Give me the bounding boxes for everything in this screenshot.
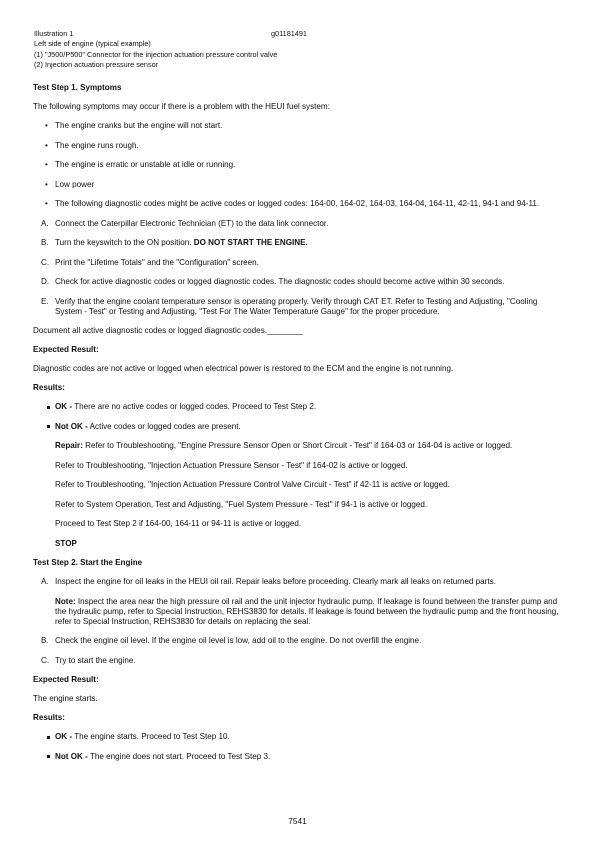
caption-callout: (2) Injection actuation pressure sensor: [34, 60, 159, 70]
expected-heading: Expected Result:: [33, 675, 99, 684]
step-text: Check the engine oil level. If the engine oil level is low, add oil to the engine. Do not overfill the engine.: [55, 636, 422, 645]
expected-heading: Expected Result:: [33, 345, 99, 354]
illustration-id: g01181491: [271, 29, 307, 38]
list-item: • The engine cranks but the engine will not start.: [33, 121, 563, 131]
result-not-ok: [33, 752, 563, 762]
results-list: [33, 402, 563, 549]
results-list: [33, 732, 563, 762]
step-text: Print the "Lifetime Totals" and the "Configuration" screen.: [55, 257, 259, 267]
not-ok-label: Not OK -: [55, 751, 88, 761]
step2-procedure: [33, 577, 563, 666]
result-ok: [33, 732, 563, 742]
procedure-step: [33, 277, 563, 287]
caption-callout: (1) "J500/P500" Connector for the injection actuation pressure control valve: [34, 49, 278, 59]
ok-label: OK -: [55, 732, 73, 741]
reference-line: Refer to Troubleshooting, "Injection Actuation Pressure Control Valve Circuit - Test" if 42-11 is active or logged.: [55, 480, 450, 489]
step1-procedure: [33, 219, 563, 317]
expected-text: The engine starts.: [33, 694, 98, 703]
step1-intro: The following symptoms may occur if there is a problem with the HEUI fuel system:: [33, 102, 330, 111]
result-not-ok: [33, 422, 563, 549]
not-ok-text: The engine does not start. Proceed to Test Step 3.: [87, 751, 271, 761]
step-marker: B.: [41, 238, 49, 247]
procedure-step: [33, 636, 563, 646]
expected-text: Diagnostic codes are not active or logged when electrical power is restored to the ECM and the engine is not running.: [33, 364, 454, 373]
repair-text: Refer to Troubleshooting, "Engine Pressure Sensor Open or Short Circuit - Test" if 164-03 or 164-04 is active or logged.: [82, 441, 513, 450]
not-ok-label: Not OK -: [55, 421, 88, 431]
repair-label: Repair:: [55, 441, 83, 450]
warning-text: DO NOT START THE ENGINE.: [193, 238, 308, 247]
ok-label: OK -: [55, 402, 73, 411]
reference-line: Refer to System Operation, Test and Adjusting, "Fuel System Pressure - Test" if 94-1 is active or logged.: [55, 499, 428, 509]
reference-line: Proceed to Test Step 2 if 164-00, 164-11 or 94-11 is active or logged.: [55, 519, 302, 528]
page-number: 7541: [288, 816, 307, 826]
procedure-step: [33, 656, 563, 666]
caption-description: Left side of engine (typical example): [34, 39, 151, 49]
step-marker: C.: [41, 257, 50, 267]
main-content: [33, 83, 563, 771]
document-line: Document all active diagnostic codes or logged diagnostic codes.________: [33, 326, 303, 335]
step-marker: E.: [41, 296, 49, 306]
step-text: Inspect the engine for oil leaks in the HEUI oil rail. Repair leaks before proceeding. Clearly mark all leaks on returned parts.: [55, 577, 496, 586]
step-text: Connect the Caterpillar Electronic Technician (ET) to the data link connector.: [55, 218, 329, 228]
stop-text: STOP: [55, 538, 77, 548]
figure-caption: [34, 29, 554, 71]
procedure-step: [33, 577, 563, 627]
list-item: • The following diagnostic codes might be active codes or logged codes: 164-00, 164-02, 164-03, 164-04, 164-11, 42-11, 94-1 and 94-11.: [33, 199, 563, 209]
list-item: • The engine is erratic or unstable at idle or running.: [33, 160, 563, 170]
reference-line: Refer to Troubleshooting, "Injection Actuation Pressure Sensor - Test" if 164-02 is active or logged.: [55, 460, 408, 470]
step-marker: C.: [41, 655, 50, 665]
step-text: Turn the keyswitch to the ON position.: [55, 238, 194, 247]
step-marker: A.: [41, 218, 49, 228]
ok-text: The engine starts. Proceed to Test Step 10.: [72, 732, 230, 741]
not-ok-text: Active codes or logged codes are present.: [87, 421, 241, 431]
procedure-step: [33, 297, 563, 317]
procedure-step: [33, 238, 563, 248]
step-text: Try to start the engine.: [55, 655, 136, 665]
result-ok: [33, 402, 563, 412]
ok-text: There are no active codes or logged codes. Proceed to Test Step 2.: [72, 402, 317, 411]
results-heading: Results:: [33, 713, 65, 722]
results-heading: Results:: [33, 383, 65, 392]
step-text: Check for active diagnostic codes or logged diagnostic codes. The diagnostic codes should become active within 30 seconds.: [55, 277, 505, 286]
symptom-list: [33, 121, 563, 209]
step-marker: B.: [41, 636, 49, 645]
step2-heading: Test Step 2. Start the Engine: [33, 558, 143, 567]
procedure-step: [33, 258, 563, 268]
step-marker: D.: [41, 277, 50, 286]
step1-heading: Test Step 1. Symptoms: [33, 83, 122, 92]
list-item: • Low power: [33, 180, 563, 190]
step-marker: A.: [41, 577, 49, 586]
list-item: • The engine runs rough.: [33, 141, 563, 151]
note-text: Inspect the area near the high pressure oil rail and the unit injector hydraulic pump. If leakage is found between the transfer pump and the hydraulic pump, refer to Special Instruction, REHS3830 for details. If leakage is found between the hydraulic pump and the front housing, refer to Special Instruction, REHS3830 for details on replacing the seal.: [55, 596, 559, 626]
procedure-step: [33, 219, 563, 229]
step-text: Verify that the engine coolant temperature sensor is operating properly. Verify through CAT ET. Refer to Testing and Adjusting, "Cooling System - Test" or Testing and Adjusting, "Test For The Water Temperature Gauge" for the proper procedure.: [55, 296, 538, 316]
note-label: Note:: [55, 596, 76, 606]
illustration-label: Illustration 1: [34, 29, 74, 38]
